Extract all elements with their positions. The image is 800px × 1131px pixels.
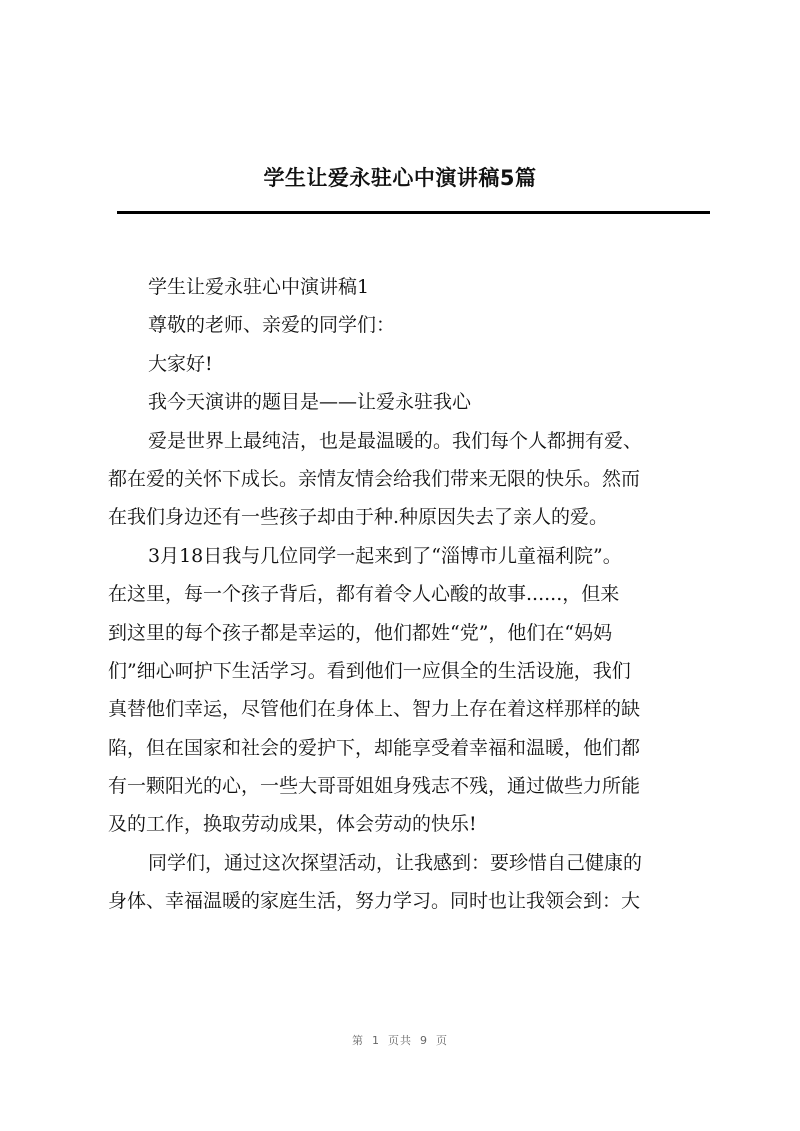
page-footer xyxy=(0,1032,800,1048)
text-line: 爱是世界上最纯洁，也是最温暖的。我们每个人都拥有爱、 xyxy=(148,429,643,452)
text-line: 及的工作，换取劳动成果，体会劳动的快乐! xyxy=(108,813,477,836)
document-title: 学生让爱永驻心中演讲稿5篇 xyxy=(263,166,537,190)
text-line: 在我们身边还有一些孩子却由于种.种原因失去了亲人的爱。 xyxy=(108,506,609,529)
text-line: 在这里，每一个孩子背后，都有着令人心酸的故事......，但来 xyxy=(108,583,620,606)
footer-page-middle: 页共 xyxy=(388,1034,412,1047)
text-line: 尊敬的老师、亲爱的同学们： xyxy=(148,314,396,337)
text-line: 我今天演讲的题目是——让爱永驻我心 xyxy=(148,391,472,414)
footer-page-total: 9 xyxy=(420,1034,428,1047)
text-line: 学生让爱永驻心中演讲稿1 xyxy=(148,276,370,298)
text-line: 陷，但在国家和社会的爱护下，却能享受着幸福和温暖，他们都 xyxy=(108,736,641,759)
footer-page-current: 1 xyxy=(372,1034,380,1047)
footer-page-suffix: 页 xyxy=(436,1034,448,1047)
text-line: 真替他们幸运，尽管他们在身体上、智力上存在着这样那样的缺 xyxy=(108,698,641,721)
footer-page-prefix: 第 xyxy=(352,1034,364,1047)
text-line: 有一颗阳光的心，一些大哥哥姐姐身残志不残，通过做些力所能 xyxy=(108,775,641,798)
text-line: 同学们，通过这次探望活动，让我感到：要珍惜自己健康的 xyxy=(148,851,643,874)
text-line: 都在爱的关怀下成长。亲情友情会给我们带来无限的快乐。然而 xyxy=(108,467,641,490)
title-underline xyxy=(117,211,710,214)
text-line: 到这里的每个孩子都是幸运的，他们都姓“党”，他们在“妈妈 xyxy=(108,621,613,644)
text-line: 3月18日我与几位同学一起来到了“淄博市儿童福利院”。 xyxy=(148,544,622,567)
text-line: 大家好! xyxy=(148,352,213,375)
document-body xyxy=(108,268,708,921)
text-line: 们”细心呵护下生活学习。看到他们一应俱全的生活设施，我们 xyxy=(108,659,631,682)
text-line: 身体、幸福温暖的家庭生活，努力学习。同时也让我领会到：大 xyxy=(108,890,641,913)
